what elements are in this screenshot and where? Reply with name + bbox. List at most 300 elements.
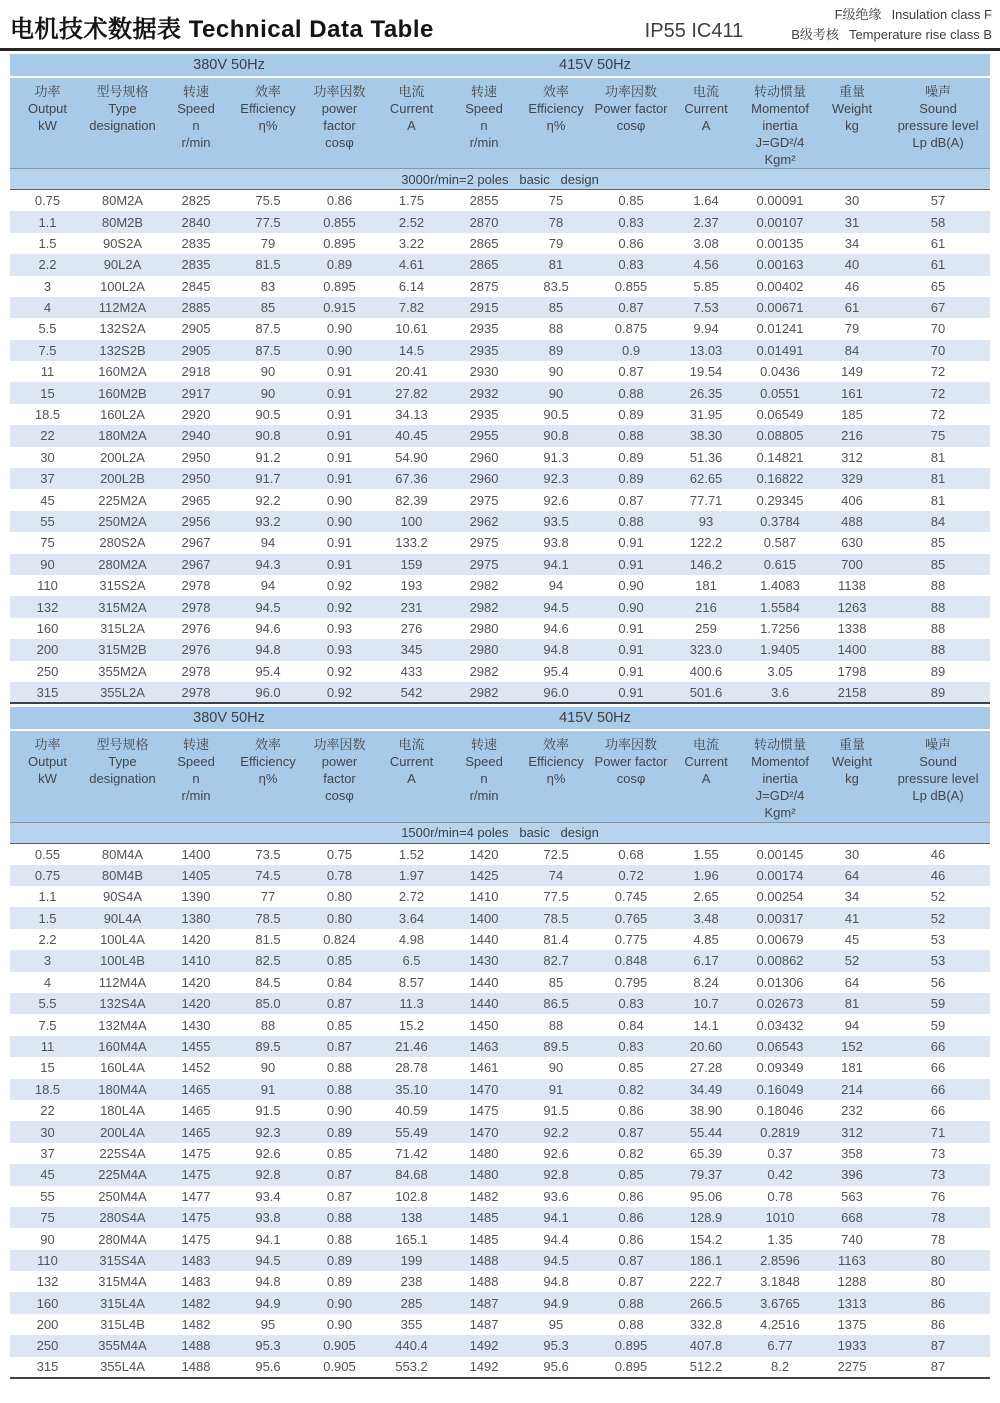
cell-pf-415: 0.91: [618, 535, 644, 551]
cell-output-kw: 110: [37, 578, 58, 594]
cell-speed-380: 1483: [181, 1252, 211, 1268]
temperature-class-zh: B级考核: [791, 26, 839, 42]
cell-current-380: 55.49: [395, 1124, 428, 1140]
motor-row: [10, 1207, 990, 1228]
cell-speed-380: 1420: [181, 996, 211, 1012]
cell-eff-415: 92.6: [543, 1145, 569, 1161]
cell-output-kw: 11: [40, 364, 55, 380]
cell-pf-415: 0.895: [592, 1357, 670, 1378]
cell-current-380: 2.52: [398, 214, 425, 230]
cell-inertia: 0.16822: [756, 471, 804, 487]
cell-weight: 94: [844, 1017, 860, 1033]
cell-current-380: 84.68: [395, 1167, 428, 1183]
cell-eff-380: 77.5: [255, 214, 281, 230]
motor-row: [10, 233, 990, 254]
cell-output-kw: 18.5: [34, 407, 61, 423]
cell-noise: 66: [930, 1103, 946, 1119]
insulation-class-en: Insulation class F: [891, 7, 992, 22]
cell-inertia: 3.05: [767, 663, 793, 679]
cell-speed-380: 1430: [181, 1017, 211, 1033]
cell-inertia: 0.00091: [756, 193, 804, 209]
cell-pf-380: 0.89: [326, 1274, 353, 1290]
cell-output-kw: 55: [40, 1188, 55, 1204]
cell-pf-380: 0.91: [326, 407, 353, 423]
motor-row: [10, 618, 990, 639]
cell-speed-415: 2975: [469, 535, 499, 551]
cell-current-380: 3.64: [398, 910, 425, 926]
cell-weight: 185: [841, 407, 863, 423]
cell-speed-415: 2982: [469, 578, 499, 594]
cell-eff-380: 79: [260, 235, 276, 251]
cell-eff-415: 94.4: [543, 1231, 569, 1247]
cell-current-415: 19.54: [689, 364, 723, 380]
cell-inertia: 0.06549: [756, 407, 804, 423]
cell-current-380: 67.36: [395, 471, 428, 487]
cell-type: 160M2A: [98, 364, 147, 380]
cell-speed-415: 2855: [469, 193, 499, 209]
cell-pf-415: 0.83: [618, 1038, 644, 1054]
cell-eff-380: 96.0: [232, 682, 304, 703]
voltage-band-row: [10, 54, 990, 77]
cell-current-380: 193: [400, 578, 423, 594]
motor-row: [10, 318, 990, 339]
cell-current-415: 1.64: [693, 193, 719, 209]
cell-pf-380: 0.90: [326, 342, 353, 358]
cell-weight: 161: [841, 385, 863, 401]
column-header-noise: 噪声 Sound pressure level Lp dB(A): [886, 77, 990, 169]
column-header-current-415: 电流 Current A: [670, 77, 742, 169]
cell-type: 112M4A: [98, 974, 147, 990]
motor-row: [10, 1228, 990, 1249]
cell-output-kw: 0.55: [34, 846, 61, 862]
column-header-weight: 重量 Weight kg: [818, 77, 886, 169]
cell-noise: 85: [930, 556, 946, 572]
cell-inertia: 0.09349: [756, 1060, 804, 1076]
cell-inertia: 0.0436: [760, 364, 800, 380]
motor-row: [10, 1292, 990, 1313]
cell-inertia: 0.00317: [756, 910, 804, 926]
cell-type: 90S4A: [102, 889, 143, 905]
cell-current-415: 501.6: [670, 682, 742, 703]
cell-current-380: 3.22: [398, 235, 425, 251]
cell-speed-380: 1488: [160, 1357, 232, 1378]
cell-noise: 76: [930, 1188, 946, 1204]
cell-speed-415: 2975: [469, 556, 499, 572]
cell-current-415: 1.96: [693, 867, 719, 883]
cell-eff-380: 85: [260, 300, 276, 316]
cell-type: 315M2A: [98, 599, 147, 615]
cell-current-415: 95.06: [689, 1188, 723, 1204]
cell-pf-415: 0.87: [618, 300, 644, 316]
motor-row: [10, 682, 990, 703]
cell-pf-415: 0.90: [618, 578, 644, 594]
cell-eff-415: 83.5: [543, 278, 569, 294]
cell-pf-415: 0.87: [618, 1252, 644, 1268]
cell-output-kw: 30: [40, 1124, 55, 1140]
cell-eff-380: 75.5: [255, 193, 281, 209]
cell-pf-380: 0.895: [323, 235, 356, 251]
cell-eff-380: 91.2: [255, 449, 281, 465]
cell-type: 90L4A: [103, 910, 142, 926]
cell-eff-380: 94.8: [255, 1274, 281, 1290]
cell-current-415: 122.2: [689, 535, 723, 551]
cell-pf-380: 0.92: [326, 599, 353, 615]
motor-row: [10, 596, 990, 617]
cell-eff-380: 93.4: [255, 1188, 281, 1204]
cell-type: 315L4B: [100, 1317, 145, 1333]
cell-output-kw: 75: [40, 535, 55, 551]
cell-noise: 81: [930, 471, 946, 487]
cell-weight: 152: [841, 1038, 863, 1054]
motor-row: [10, 489, 990, 510]
cell-speed-415: 2875: [469, 278, 499, 294]
cell-output-kw: 45: [40, 1167, 55, 1183]
cell-inertia: 1.35: [767, 1231, 793, 1247]
cell-output-kw: 7.5: [38, 1017, 57, 1033]
cell-noise: 59: [930, 996, 946, 1012]
cell-inertia: 0.42: [767, 1167, 793, 1183]
cell-speed-415: 2932: [469, 385, 499, 401]
cell-type: 180L4A: [100, 1103, 145, 1119]
cell-current-415: 146.2: [689, 556, 723, 572]
cell-eff-415: 94: [548, 578, 564, 594]
cell-output-kw: 132: [36, 1274, 59, 1290]
cell-current-380: 4.61: [398, 257, 425, 273]
cell-current-380: 11.3: [399, 996, 424, 1012]
cell-inertia: 0.2819: [760, 1124, 800, 1140]
cell-speed-415: 1440: [469, 974, 499, 990]
column-header-eff-415: 效率 Efficiency η%: [520, 77, 592, 169]
cell-type: 90L2A: [103, 257, 142, 273]
cell-current-380: 542: [375, 682, 448, 703]
cell-pf-415: 0.91: [618, 663, 644, 679]
cell-eff-380: 93.2: [255, 514, 281, 529]
cell-inertia: 0.00254: [756, 889, 804, 905]
cell-output-kw: 315: [10, 682, 85, 703]
cell-eff-380: 84.5: [255, 974, 281, 990]
cell-pf-380: 0.93: [326, 620, 353, 636]
cell-inertia: 0.02673: [756, 996, 804, 1012]
cell-type: 160M4A: [98, 1038, 147, 1054]
cell-current-415: 2.65: [693, 889, 719, 905]
cell-pf-415: 0.91: [592, 682, 670, 703]
cell-eff-415: 85: [548, 974, 564, 990]
cell-inertia: 0.00163: [756, 257, 804, 273]
cell-pf-415: 0.84: [618, 1017, 644, 1033]
motor-row: [10, 907, 990, 928]
cell-pf-380: 0.91: [326, 364, 353, 380]
cell-current-380: 82.39: [395, 492, 428, 508]
cell-weight: 1313: [837, 1295, 867, 1311]
voltage-band-spacer: [742, 54, 990, 77]
cell-weight: 30: [844, 846, 860, 862]
cell-inertia: 1010: [765, 1210, 795, 1226]
column-header-output-kw: 功率 Output kW: [10, 730, 85, 822]
cell-weight: 668: [841, 1210, 863, 1226]
cell-eff-380: 90.5: [255, 407, 281, 423]
cell-current-415: 266.5: [689, 1295, 723, 1311]
cell-eff-415: 93.5: [543, 514, 569, 529]
cell-eff-380: 88: [260, 1017, 276, 1033]
cell-current-380: 20.41: [395, 364, 428, 380]
cell-weight: 396: [841, 1167, 863, 1183]
cell-output-kw: 2.2: [38, 932, 57, 948]
cell-speed-415: 2935: [469, 407, 499, 423]
technical-data-table-2poles: [10, 54, 990, 704]
cell-noise: 58: [930, 214, 946, 230]
cell-output-kw: 4: [43, 300, 52, 316]
cell-current-380: 433: [400, 663, 423, 679]
cell-type: 315M2B: [98, 642, 147, 658]
cell-noise: 57: [930, 193, 946, 209]
cell-speed-380: 2950: [181, 471, 211, 487]
cell-pf-415: 0.848: [614, 953, 648, 969]
cell-noise: 61: [930, 257, 946, 273]
cell-eff-380: 95.4: [255, 663, 281, 679]
cell-noise: 53: [930, 932, 946, 948]
cell-eff-415: 86.5: [543, 996, 569, 1012]
cell-type: 112M2A: [98, 300, 147, 316]
cell-output-kw: 3: [43, 953, 52, 969]
voltage-band-415: 415V 50Hz: [448, 707, 742, 730]
cell-current-415: 400.6: [689, 663, 723, 679]
cell-pf-415: 0.88: [618, 514, 644, 529]
cell-type: 250M2A: [98, 514, 147, 529]
cell-speed-380: 2918: [181, 364, 211, 380]
cell-current-380: 231: [400, 599, 423, 615]
cell-speed-415: 1480: [469, 1167, 499, 1183]
cell-eff-380: 85.0: [255, 996, 281, 1012]
cell-current-380: 199: [400, 1252, 423, 1268]
column-header-row: [10, 730, 990, 822]
cell-type: 80M2B: [101, 214, 144, 230]
cell-current-380: 15.2: [398, 1017, 425, 1033]
column-header-current-380: 电流 Current A: [375, 77, 448, 169]
cell-current-415: 323.0: [689, 642, 723, 658]
cell-current-415: 128.9: [689, 1210, 723, 1226]
cell-current-380: 238: [400, 1274, 423, 1290]
cell-speed-415: 2962: [469, 514, 499, 529]
voltage-band-415: 415V 50Hz: [448, 54, 742, 77]
cell-pf-380: 0.90: [326, 321, 353, 337]
cell-output-kw: 5.5: [38, 321, 57, 337]
cell-current-415: 55.44: [689, 1124, 723, 1140]
motor-row: [10, 1143, 990, 1164]
cell-type: 280S4A: [99, 1210, 146, 1226]
cell-pf-415: 0.795: [614, 974, 648, 990]
cell-type: 200L2A: [100, 449, 145, 465]
cell-noise: 80: [930, 1252, 946, 1268]
cell-type: 355M4A: [98, 1338, 147, 1354]
cell-pf-415: 0.88: [618, 428, 644, 444]
cell-pf-380: 0.85: [326, 1017, 353, 1033]
motor-row: [10, 575, 990, 596]
motor-row: [10, 190, 990, 211]
cell-inertia: 0.00145: [756, 846, 804, 862]
cell-speed-415: 2930: [469, 364, 499, 380]
cell-speed-380: 2905: [181, 321, 211, 337]
cell-eff-380: 94.5: [255, 1252, 281, 1268]
cell-current-415: 154.2: [689, 1231, 723, 1247]
cell-speed-415: 2870: [469, 214, 499, 230]
cell-pf-380: 0.80: [326, 910, 353, 926]
cell-eff-415: 92.8: [543, 1167, 569, 1183]
cell-pf-380: 0.75: [326, 846, 353, 862]
cell-type: 80M2A: [101, 193, 144, 209]
cell-pf-380: 0.85: [326, 1145, 353, 1161]
cell-eff-380: 91.7: [255, 471, 281, 487]
cell-eff-415: 78: [548, 214, 564, 230]
cell-pf-415: 0.87: [618, 492, 644, 508]
cell-inertia: 1.4083: [760, 578, 800, 594]
cell-inertia: 0.00107: [756, 214, 804, 230]
motor-row: [10, 404, 990, 425]
cell-output-kw: 4: [43, 974, 52, 990]
column-header-weight: 重量 Weight kg: [818, 730, 886, 822]
insulation-class-line: [791, 5, 992, 25]
cell-speed-380: 1477: [181, 1188, 211, 1204]
cell-speed-415: 1470: [469, 1081, 499, 1097]
cell-weight: 64: [844, 974, 860, 990]
cell-pf-415: 0.82: [618, 1145, 644, 1161]
cell-type: 355M2A: [98, 663, 147, 679]
cell-current-415: 181: [695, 578, 717, 594]
cell-noise: 80: [930, 1274, 946, 1290]
motor-row: [10, 843, 990, 864]
cell-inertia: 2.8596: [760, 1252, 800, 1268]
column-header-noise: 噪声 Sound pressure level Lp dB(A): [886, 730, 990, 822]
cell-speed-415: 1450: [469, 1017, 499, 1033]
column-header-eff-415: 效率 Efficiency η%: [520, 730, 592, 822]
cell-speed-380: 1475: [181, 1145, 211, 1161]
cell-weight: 34: [844, 235, 860, 251]
motor-row: [10, 447, 990, 468]
cell-weight: 34: [844, 889, 860, 905]
cell-output-kw: 90: [40, 1231, 55, 1247]
cell-weight: 563: [841, 1188, 863, 1204]
cell-current-380: 14.5: [398, 342, 425, 358]
motor-row: [10, 1121, 990, 1142]
cell-output-kw: 11: [40, 1038, 55, 1054]
cell-current-380: 35.10: [395, 1081, 428, 1097]
cell-pf-380: 0.905: [304, 1357, 375, 1378]
cell-eff-415: 95: [548, 1317, 564, 1333]
cell-speed-380: 1482: [181, 1295, 211, 1311]
cell-weight: 84: [844, 342, 860, 358]
cell-weight: 700: [841, 556, 863, 572]
cell-current-415: 13.03: [689, 342, 723, 358]
cell-weight: 406: [841, 492, 863, 508]
cell-inertia: 0.615: [763, 556, 797, 572]
cell-inertia: 0.16049: [756, 1081, 804, 1097]
motor-row: [10, 340, 990, 361]
cell-eff-415: 94.1: [543, 556, 569, 572]
cell-pf-415: 0.765: [614, 910, 648, 926]
cell-speed-380: 1420: [181, 932, 211, 948]
cell-current-380: 165.1: [395, 1231, 428, 1247]
cell-inertia: 8.2: [742, 1357, 818, 1378]
motor-row: [10, 886, 990, 907]
cell-current-415: 9.94: [693, 321, 719, 337]
cell-output-kw: 0.75: [34, 867, 61, 883]
cell-eff-415: 81.4: [543, 932, 569, 948]
motor-row: [10, 1100, 990, 1121]
cell-pf-380: 0.92: [326, 578, 353, 594]
table-4pole-wrap: [0, 704, 1000, 1379]
cell-pf-415: 0.775: [614, 932, 648, 948]
cell-type: 132S2A: [99, 321, 146, 337]
cell-speed-415: 1420: [469, 846, 499, 862]
cell-pf-415: 0.85: [618, 1060, 644, 1076]
cell-speed-415: 2982: [448, 682, 520, 703]
cell-eff-380: 92.3: [255, 1124, 281, 1140]
cell-inertia: 0.587: [763, 535, 797, 551]
motor-row: [10, 865, 990, 886]
cell-eff-380: 92.8: [255, 1167, 281, 1183]
cell-pf-415: 0.87: [618, 1124, 644, 1140]
cell-speed-380: 2905: [181, 342, 211, 358]
motor-row: [10, 1357, 990, 1378]
cell-noise: 73: [930, 1145, 946, 1161]
cell-type: 315L4A: [100, 1295, 145, 1311]
cell-weight: 630: [841, 535, 863, 551]
cell-pf-380: 0.915: [323, 300, 356, 316]
cell-noise: 72: [930, 364, 946, 380]
cell-output-kw: 15: [40, 1060, 55, 1076]
cell-type: 250M4A: [98, 1188, 147, 1204]
cell-current-415: 512.2: [670, 1357, 742, 1378]
cell-noise: 72: [930, 385, 946, 401]
cell-speed-415: 1425: [469, 867, 499, 883]
cell-current-380: 100: [400, 514, 423, 529]
cell-eff-380: 82.5: [255, 953, 281, 969]
cell-speed-415: 2915: [469, 300, 499, 316]
cell-current-380: 1.75: [398, 193, 425, 209]
cell-pf-380: 0.80: [326, 889, 353, 905]
cell-speed-415: 1461: [469, 1060, 499, 1076]
cell-pf-380: 0.91: [326, 556, 353, 572]
cell-noise: 56: [930, 974, 946, 990]
voltage-band-row: [10, 707, 990, 730]
cell-inertia: 0.06543: [756, 1038, 804, 1054]
cell-speed-380: 1452: [181, 1060, 211, 1076]
cell-speed-380: 2917: [181, 385, 211, 401]
cell-eff-415: 93.8: [543, 535, 569, 551]
cell-noise: 73: [930, 1167, 946, 1183]
cell-speed-415: 2982: [469, 599, 499, 615]
cell-current-380: 28.78: [395, 1060, 428, 1076]
cell-output-kw: 1.5: [38, 235, 57, 251]
cell-pf-415: 0.86: [618, 1231, 644, 1247]
cell-eff-380: 92.2: [255, 492, 281, 508]
cell-speed-380: 1390: [181, 889, 211, 905]
cell-current-415: 259: [695, 620, 717, 636]
cell-weight: 1338: [837, 620, 867, 636]
cell-speed-415: 1482: [469, 1188, 499, 1204]
cell-eff-415: 81: [548, 257, 564, 273]
cell-speed-380: 2835: [181, 257, 211, 273]
cell-current-415: 27.28: [689, 1060, 723, 1076]
cell-current-415: 10.7: [693, 996, 719, 1012]
cell-output-kw: 30: [40, 449, 55, 465]
cell-speed-380: 2885: [181, 300, 211, 316]
cell-eff-415: 89: [548, 342, 564, 358]
cell-current-415: 38.30: [689, 428, 723, 444]
technical-data-table-4poles: [10, 707, 990, 1379]
motor-row: [10, 425, 990, 446]
motor-row: [10, 1314, 990, 1335]
cell-inertia: 3.1848: [760, 1274, 800, 1290]
